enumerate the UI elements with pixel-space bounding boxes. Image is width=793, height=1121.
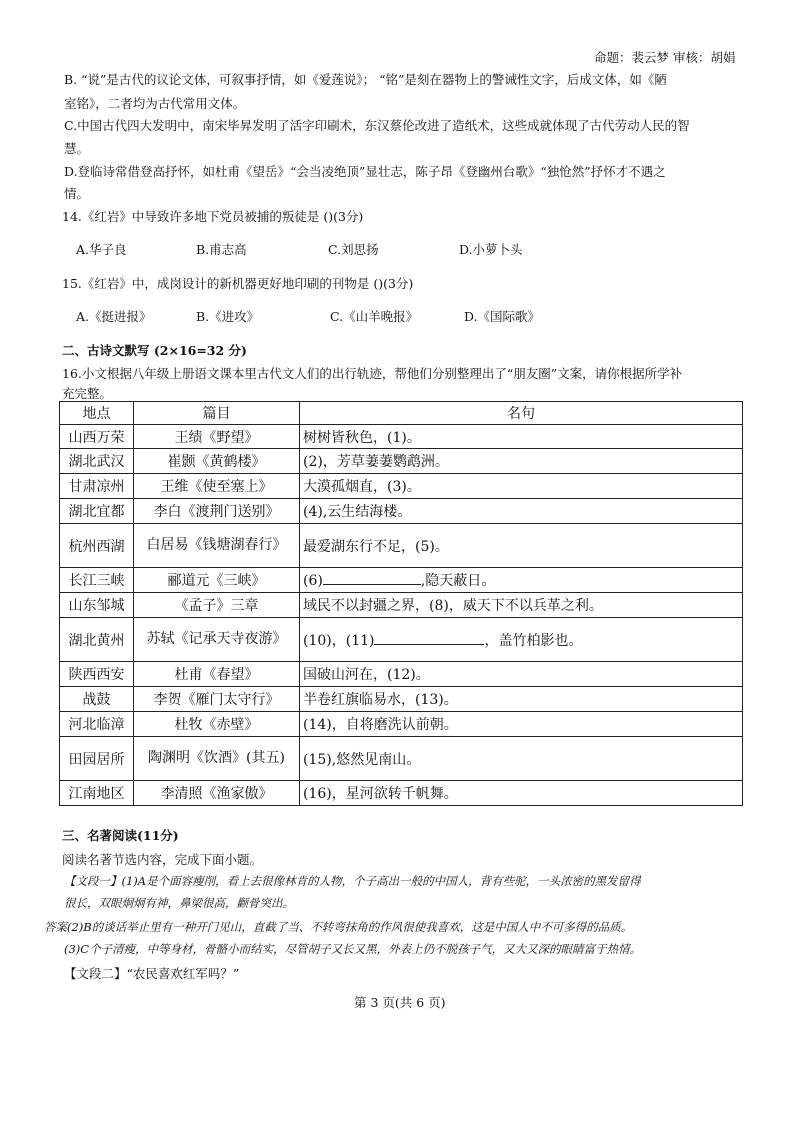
section-3-intro: 阅读名著节选内容，完成下面小题。 [62,852,263,867]
header-quote: 名句 [300,402,743,425]
cell-title: 杜甫《春望》 [134,662,300,687]
table-row [60,474,743,499]
excerpt-1-line1: 【文段一】(1)A是个面容瘦削，看上去很像林肯的人物，个子高出一般的中国人，背有些驼，一头浓密的黑发留得 [64,874,641,888]
cell-quote: 国破山河在，(12)。 [300,662,743,687]
poetry-table [59,401,743,806]
credits-line: 命题：裴云梦 审核：胡娟 [594,50,736,65]
answer-blank[interactable] [374,630,484,645]
cell-title: 郦道元《三峡》 [134,568,300,593]
option-d-line2: 情。 [64,186,90,201]
table-row [60,524,743,568]
cell-quote: (15),悠然见南山。 [300,737,743,781]
cell-quote: (4),云生结海楼。 [300,499,743,524]
cell-location: 田园居所 [60,737,134,781]
header-title: 篇目 [134,402,300,425]
table-row [60,781,743,806]
cell-title: 王维《使至塞上》 [134,474,300,499]
cell-title: 崔颢《黄鹤楼》 [134,449,300,474]
option-b-line2: 室铭》，二者均为古代常用文体。 [64,96,246,111]
cell-title: 白居易《钱塘湖春行》 [134,524,300,568]
excerpt-1-line2: 很长，双眼炯炯有神，鼻梁很高，颧骨突出。 [64,896,294,910]
cell-quote: (14)，自将磨洗认前朝。 [300,712,743,737]
table-row [60,662,743,687]
cell-location: 杭州西湖 [60,524,134,568]
cell-quote: 半卷红旗临易水，(13)。 [300,687,743,712]
cell-location: 湖北武汉 [60,449,134,474]
excerpt-2-heading: 【文段二】“农民喜欢红军吗？” [64,966,240,981]
option-d-line1: D.登临诗常借登高抒怀，如杜甫《望岳》“会当凌绝顶”显壮志，陈子昂《登幽州台歌》“独怆然”抒怀才不遇之 [64,164,666,179]
table-row [60,449,743,474]
table-row [60,593,743,618]
cell-quote [300,568,743,593]
table-row [60,737,743,781]
question-14-stem: 14.《红岩》中导致许多地下党员被捕的叛徒是 ()(3分) [62,209,364,224]
cell-title: 陶渊明《饮酒》(其五) [134,737,300,781]
question-14-option-d: D.小萝卜头 [459,242,523,257]
cell-title: 李贺《雁门太守行》 [134,687,300,712]
cell-location: 长江三峡 [60,568,134,593]
cell-location: 山东邹城 [60,593,134,618]
cell-title: 《孟子》三章 [134,593,300,618]
quote-tail: ，盖竹柏影也。 [484,632,583,649]
cell-quote: (2)，芳草萋萋鹦鹉洲。 [300,449,743,474]
cell-title: 苏轼《记承天寺夜游》 [134,618,300,662]
cell-quote [300,618,743,662]
cell-title: 王绩《野望》 [134,425,300,449]
table-row [60,687,743,712]
cell-quote: 域民不以封疆之界，(8)，威天下不以兵革之利。 [300,593,743,618]
question-15-option-b: B.《进攻》 [196,309,260,324]
table-row [60,712,743,737]
question-15-stem: 15.《红岩》中，成岗设计的新机器更好地印刷的刊物是 ()(3分) [62,276,414,291]
cell-location: 甘肃凉州 [60,474,134,499]
cell-location: 战鼓 [60,687,134,712]
section-2-heading: 二、古诗文默写 (2×16=32 分) [62,343,247,358]
cell-title: 杜牧《赤壁》 [134,712,300,737]
table-row [60,568,743,593]
table-row [60,425,743,449]
section-3-heading: 三、名著阅读(11分) [62,828,179,843]
excerpt-1-line3: 答案(2)B的谈话举止里有一种开门见山，直截了当、不转弯抹角的作风很使我喜欢，这是中国人中不可多得的品质。 [44,920,633,934]
option-c-line1: C.中国古代四大发明中，南宋毕昇发明了活字印刷术，东汉蔡伦改进了造纸术，这些成就体现了古代劳动人民的智 [64,118,690,133]
question-15-option-c: C.《山羊晚报》 [330,309,419,324]
cell-location: 江南地区 [60,781,134,806]
cell-location: 湖北宜都 [60,499,134,524]
cell-quote: (16)，星河欲转千帆舞。 [300,781,743,806]
answer-blank[interactable] [323,570,421,585]
question-15-option-a: A.《挺进报》 [76,309,152,324]
table-header-row [60,402,743,425]
excerpt-1-line4: (3)C个子清瘦，中等身材，骨骼小而结实，尽管胡子又长又黑，外表上仍不脱孩子气，又大又深的眼睛富于热情。 [64,942,642,956]
cell-location: 陕西西安 [60,662,134,687]
blank-label: (6) [303,573,323,589]
option-c-line2: 慧。 [64,141,90,156]
question-16-intro-line1: 16.小文根据八年级上册语文课本里古代文人们的出行轨迹，帮他们分别整理出了“朋友圈”文案，请你根据所学补 [62,366,683,381]
option-b-line1: B. “说”是古代的议论文体，可叙事抒情，如《爱莲说》； “铭”是刻在器物上的警诫性文字，后成文体，如《陋 [64,72,667,87]
question-14-option-a: A.华子良 [76,242,127,257]
question-14-option-b: B.甫志高 [196,242,247,257]
cell-quote: 最爱湖东行不足，(5)。 [300,524,743,568]
header-location: 地点 [60,402,134,425]
question-15-option-d: D.《国际歌》 [464,309,541,324]
quote-tail: ,隐天蔽日。 [420,573,496,589]
cell-location: 山西万荣 [60,425,134,449]
cell-location: 湖北黄州 [60,618,134,662]
page-number: 第 3 页(共 6 页) [354,995,446,1010]
cell-quote: 大漠孤烟直，(3)。 [300,474,743,499]
question-16-intro-line2: 充完整。 [62,386,113,401]
cell-title: 李白《渡荆门送别》 [134,499,300,524]
table-row [60,499,743,524]
table-row [60,618,743,662]
blank-label: (10)，(11) [303,632,375,649]
cell-title: 李清照《渔家傲》 [134,781,300,806]
cell-location: 河北临漳 [60,712,134,737]
question-14-option-c: C.刘思扬 [328,242,379,257]
cell-quote: 树树皆秋色，(1)。 [300,425,743,449]
